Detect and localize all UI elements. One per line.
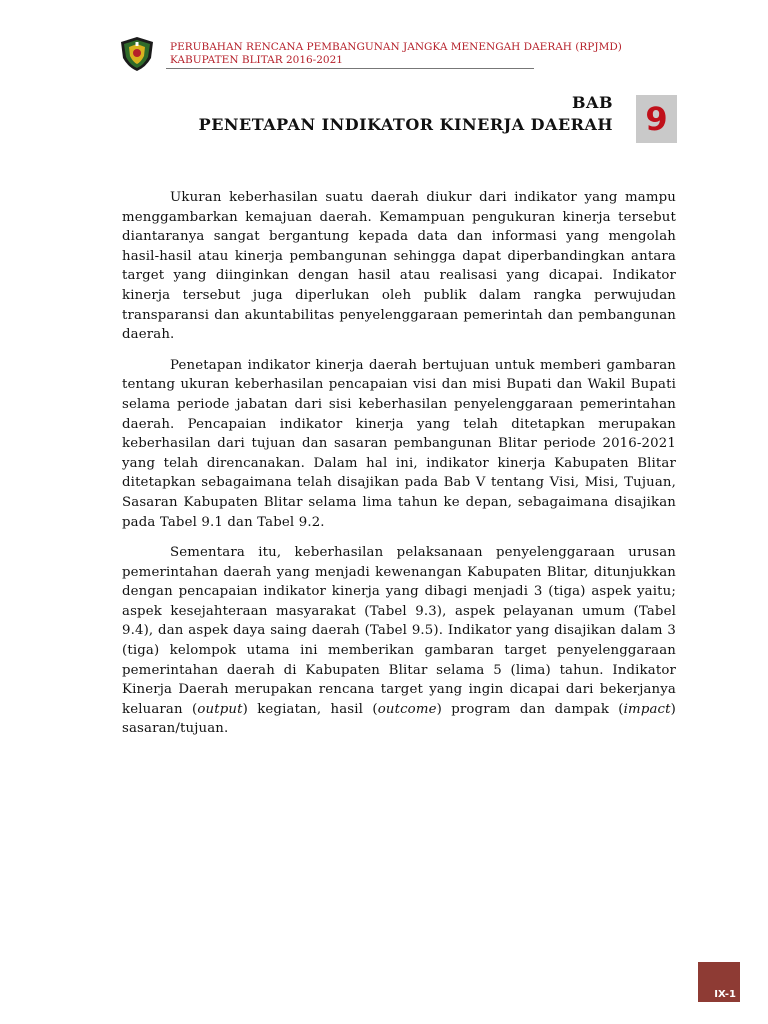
- chapter-body: [122, 188, 676, 750]
- page-number-box: [698, 962, 740, 1002]
- paragraph-1: Ukuran keberhasilan suatu daerah diukur dari indikator yang mampu menggambarkan kemajuan daerah. Kemampuan pengukuran kinerja tersebut diantaranya sangat bergantung kepada data dan informasi yang mengolah hasil-hasil atau kinerja pembangunan sehingga dapat diperbandingkan antara target yang diinginkan dengan hasil atau realisasi yang dicapai. Indikator kinerja tersebut juga diperlukan oleh publik dalam rangka perwujudan transparansi dan akuntabilitas penyelenggaraan pemerintah dan pembangunan daerah.: [122, 190, 676, 343]
- term-outcome: outcome: [377, 701, 437, 717]
- chapter-number: 9: [645, 100, 668, 138]
- term-impact: impact: [623, 701, 671, 717]
- header-divider: [166, 68, 534, 69]
- header-title: PERUBAHAN RENCANA PEMBANGUNAN JANGKA MENENGAH DAERAH (RPJMD): [170, 41, 622, 53]
- document-header: [170, 41, 622, 67]
- chapter-label: BAB: [572, 93, 613, 112]
- term-output: output: [197, 701, 243, 717]
- paragraph-3: [122, 543, 676, 739]
- paragraph-2: Penetapan indikator kinerja daerah bertujuan untuk memberi gambaran tentang ukuran keberhasilan pencapaian visi dan misi Bupati dan Wakil Bupati selama periode jabatan dari sisi keberhasilan penyelenggaraan pemerintahan daerah. Pencapaian indikator kinerja yang telah ditetapkan merupakan keberhasilan dari tujuan dan sasaran pembangunan Blitar periode 2016-2021 yang telah direncanakan. Dalam hal ini, indikator kinerja Kabupaten Blitar ditetapkan sebagaimana telah disajikan pada Bab V tentang Visi, Misi, Tujuan, Sasaran Kabupaten Blitar selama lima tahun ke depan, sebagaimana disajikan pada Tabel 9.1 dan Tabel 9.2.: [122, 357, 676, 530]
- page-number: IX-1: [714, 989, 736, 1000]
- paragraph-3-text: Sementara itu, keberhasilan pelaksanaan penyelenggaraan urusan pemerintahan daerah yang menjadi kewenangan Kabupaten Blitar, ditunjukkan dengan pencapaian indikator kinerja yang dibagi menjadi 3 (tiga) aspek yaitu; aspek kesejahteraan masyarakat (Tabel 9.3), aspek pelayanan umum (Tabel 9.4), dan aspek daya saing daerah (Tabel 9.5). Indikator yang disajikan dalam 3 (tiga) kelompok utama ini memberikan gambaran target penyelenggaraan pemerintahan daerah di Kabupaten Blitar selama 5 (lima) tahun. Indikator Kinerja Daerah merupakan rencana target yang ingin dicapai dari bekerjanya keluaran (: [122, 545, 676, 717]
- header-subtitle: KABUPATEN BLITAR 2016-2021: [170, 54, 343, 66]
- paragraph-3-text: ) sasaran/tujuan.: [122, 701, 676, 737]
- paragraph-3-text: ) kegiatan, hasil (: [242, 701, 378, 717]
- chapter-number-box: [636, 95, 677, 143]
- kabupaten-blitar-logo-icon: [118, 36, 156, 72]
- chapter-title: PENETAPAN INDIKATOR KINERJA DAERAH: [198, 115, 613, 134]
- paragraph-3-text: ) program dan dampak (: [436, 701, 624, 717]
